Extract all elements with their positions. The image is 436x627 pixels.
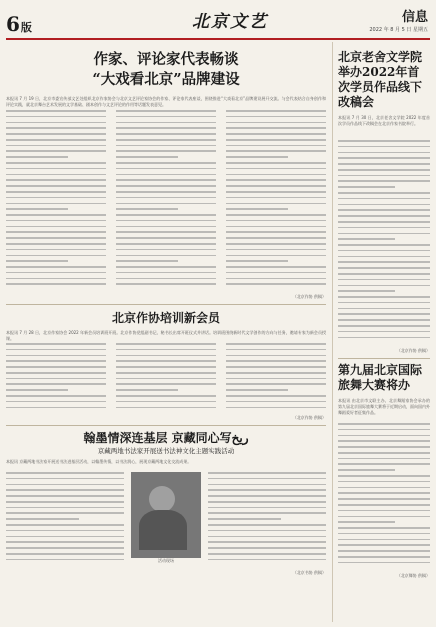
text-line [338,285,430,287]
text-line [6,501,124,503]
text-line [116,179,216,181]
text-line [6,139,106,141]
text-line [226,389,288,391]
text-line [6,255,106,257]
text-line [6,401,106,403]
text-line [338,423,430,425]
text-line [226,150,326,152]
text-line [208,501,326,503]
text-line [116,401,216,403]
text-line [6,272,106,274]
text-line [116,360,216,362]
side-article-credit: （北京作协 供稿） [396,348,430,353]
text-line [116,283,216,285]
text-line [6,530,124,532]
text-line [208,507,326,509]
text-line [226,407,326,409]
side-article-body [338,140,430,346]
body-column [226,110,326,292]
text-line [226,185,326,187]
text-line [116,208,178,210]
text-line [338,435,430,437]
article-calligraphy [6,430,326,576]
text-line [226,162,326,164]
text-line [338,533,430,535]
text-line [116,237,216,239]
page-number-suffix: 版 [20,21,32,34]
text-line [6,116,106,118]
text-line [6,489,124,491]
text-line [6,355,106,357]
text-line [338,308,430,310]
text-line [226,122,326,124]
text-line [338,521,395,523]
text-line [226,156,288,158]
text-line [6,343,106,345]
text-line [226,145,326,147]
text-line [338,481,430,483]
text-line [116,203,216,205]
text-line [338,463,430,465]
text-line [116,174,216,176]
text-line [116,255,216,257]
text-line [208,530,326,532]
article-lead: 本报讯 7 月 19 日，北京市委宣传部文艺处组织北京作家协会与北京文艺评论家协会的作家、评论家代表座谈，围绕推进“大戏看北京”品牌建设展开交流。与会代表结合自身创作和评论实践，就北京舞台艺术发展的文学基础、剧本创作与文艺评论的作用等话题发表意见。 [6,96,326,108]
text-line [338,273,430,275]
text-line [226,349,326,351]
text-line [6,378,106,380]
text-line [338,487,430,489]
text-line [116,231,216,233]
text-line [338,221,430,223]
text-line [208,553,326,555]
text-line [338,152,430,154]
text-line [116,249,216,251]
article-credit: （北京作协 供稿） [292,294,326,299]
text-line [6,162,106,164]
text-line [116,191,216,193]
text-line [208,512,326,514]
text-line [6,260,68,262]
text-line [226,133,326,135]
photo-caption: 活动现场 [158,558,174,563]
text-line [226,255,326,257]
text-line [6,389,68,391]
text-line [338,539,430,541]
text-line [116,372,216,374]
text-line [6,366,106,368]
text-line [6,197,106,199]
text-line [208,547,326,549]
text-line [226,355,326,357]
text-line [6,231,106,233]
text-line [338,544,430,546]
text-line [6,156,68,158]
body-column [6,343,106,413]
body-column [208,472,326,568]
text-line [116,395,216,397]
body-column [6,472,124,568]
text-line [338,440,430,442]
text-line [338,562,430,564]
article-title-line2: “大戏看北京”品牌建设 [92,71,240,88]
text-line [208,478,326,480]
article-title: 翰墨情深连基层 京藏同心写ريخ [83,431,249,445]
article-title: 北京作协培训新会员 [111,311,220,325]
text-line [338,215,430,217]
text-line [6,536,124,538]
text-line [116,127,216,129]
article-body-columns [6,343,326,413]
text-line [226,243,326,245]
text-line [116,150,216,152]
text-line [338,157,430,159]
text-line [338,146,430,148]
dateline: 2022 年 8 月 5 日 星期五 [369,27,428,33]
text-line [338,452,430,454]
divider [6,425,326,426]
text-line [116,133,216,135]
text-line [6,395,106,397]
text-line [6,150,106,152]
text-line [226,395,326,397]
text-line [6,220,106,222]
text-line [208,472,326,474]
body-column [116,343,216,413]
text-line [6,495,124,497]
article-writers-critics [6,50,326,300]
text-line [338,192,430,194]
text-line [6,179,106,181]
text-line [208,484,326,486]
text-line [208,536,326,538]
text-line [338,516,430,518]
side-article-credit: （北京舞协 供稿） [396,573,430,578]
text-line [338,492,430,494]
text-line [6,168,106,170]
text-line [6,541,124,543]
text-line [338,261,430,263]
text-line [116,278,216,280]
text-line [6,174,106,176]
text-line [6,512,124,514]
text-line [226,174,326,176]
text-line [338,186,395,188]
text-line [116,343,216,345]
text-line [6,133,106,135]
page-header [6,4,430,40]
text-line [6,191,106,193]
body-column [6,110,106,292]
text-line [226,139,326,141]
body-column [226,343,326,413]
side-article-title: 北京老舍文学院举办2022年首次学员作品线下改稿会 [338,50,423,109]
text-line [226,237,326,239]
text-line [6,478,124,480]
text-line [226,343,326,345]
text-line [338,175,430,177]
text-line [338,325,430,327]
text-line [6,266,106,268]
text-line [116,139,216,141]
divider [6,304,326,305]
text-line [116,116,216,118]
side-article-lead: 本报讯 由北京市文联主办、北京舞蹈家协会承办的第九届北京国际旅舞大赛将于近期启动，面向国内外舞蹈爱好者征集作品。 [338,398,430,416]
text-line [338,337,430,339]
text-line [116,355,216,357]
text-line [226,168,326,170]
text-line [226,214,326,216]
article-lead: 本报讯 7 月 28 日，北京作家协会 2022 年新会员培训班开班。北京作协党组副书记、秘书长出席开班仪式并讲话。培训班围绕新时代文学创作的方向与任务，邀请专家为新会员授课。 [6,330,326,342]
text-line [6,110,106,112]
text-line [226,372,326,374]
text-line [208,518,281,520]
text-line [226,383,326,385]
text-line [116,407,216,409]
text-line [6,203,106,205]
text-line [116,266,216,268]
text-line [116,156,178,158]
text-line [6,185,106,187]
text-line [226,203,326,205]
text-line [338,296,430,298]
text-line [338,169,430,171]
text-line [6,484,124,486]
text-line [338,458,430,460]
text-line [226,272,326,274]
page-number [6,12,32,36]
text-line [338,250,430,252]
text-line [116,197,216,199]
text-line [338,446,430,448]
text-line [338,550,430,552]
text-line [116,260,178,262]
text-line [338,556,430,558]
photo-block [131,472,201,568]
text-line [338,290,395,292]
article-title-line1: 作家、评论家代表畅谈 [93,51,239,68]
text-line [6,127,106,129]
text-line [6,214,106,216]
text-line [338,510,430,512]
text-line [226,366,326,368]
text-line [338,429,430,431]
text-line [338,180,430,182]
text-line [116,383,216,385]
text-line [338,313,430,315]
text-line [6,278,106,280]
text-line [226,226,326,228]
text-line [6,237,106,239]
text-line [208,541,326,543]
article-credit: （北京书协 供稿） [292,570,326,575]
text-line [116,378,216,380]
body-column [116,110,216,292]
text-line [226,260,288,262]
text-line [208,559,326,561]
page-number-value: 6 [6,12,20,36]
article-lead: 本报讯 京藏两地书法家开展送书法进基层活动，以翰墨传情，以书法润心，展现京藏两地文化交流成果。 [6,459,192,464]
text-line [116,185,216,187]
text-line [226,220,326,222]
text-line [226,179,326,181]
text-line [338,527,430,529]
text-line [226,127,326,129]
calligraphy-photo [131,472,201,558]
text-line [6,145,106,147]
text-line [338,198,430,200]
text-line [338,475,430,477]
text-line [338,140,430,142]
text-line [6,407,106,409]
text-line [208,495,326,497]
masthead: 北京文艺 [192,12,268,32]
main-column [6,42,326,622]
text-line [116,110,216,112]
text-line [226,360,326,362]
text-line [226,110,326,112]
article-dance-competition [338,363,430,579]
text-line [226,231,326,233]
text-line [338,267,430,269]
text-line [6,360,106,362]
text-line [116,168,216,170]
text-line [6,524,124,526]
side-article-lead: 本报讯 7 月 30 日，北京老舍文学院 2022 年度首次学员作品线下改稿会在北京作家书院举行。 [338,115,430,127]
text-line [338,209,430,211]
text-line [208,489,326,491]
text-line [116,226,216,228]
side-column [332,42,430,622]
text-line [6,559,124,561]
text-line [6,383,106,385]
text-line [226,401,326,403]
text-line [338,233,430,235]
text-line [6,547,124,549]
text-line [116,389,178,391]
text-line [116,272,216,274]
text-line [6,226,106,228]
text-line [338,504,430,506]
text-line [6,553,124,555]
text-line [6,122,106,124]
article-subtitle: 京藏两地书法家开展送书法神文化主题实践活动 [97,447,235,455]
text-line [338,279,430,281]
text-line [116,220,216,222]
text-line [6,349,106,351]
text-line [116,145,216,147]
text-line [116,214,216,216]
text-line [6,372,106,374]
text-line [226,378,326,380]
text-line [6,208,68,210]
text-line [226,191,326,193]
divider [338,358,430,359]
text-line [116,366,216,368]
text-line [338,227,430,229]
text-line [338,331,430,333]
article-laoshe-workshop [338,50,430,354]
text-line [226,278,326,280]
text-line [6,507,124,509]
text-line [226,249,326,251]
text-line [116,122,216,124]
text-line [226,208,288,210]
text-line [6,243,106,245]
text-line [226,283,326,285]
text-line [6,283,106,285]
text-line [338,163,430,165]
article-new-members [6,309,326,421]
text-line [338,498,430,500]
text-line [338,469,395,471]
text-line [338,256,430,258]
section-title: 信息 [401,10,428,25]
text-line [116,349,216,351]
article-body-columns [6,110,326,292]
text-line [116,162,216,164]
side-article-title: 第九届北京国际旅舞大赛将办 [338,363,423,392]
text-line [338,204,430,206]
text-line [226,266,326,268]
side-article-body [338,423,430,571]
text-line [338,244,430,246]
text-line [116,243,216,245]
text-line [226,116,326,118]
text-line [338,319,430,321]
text-line [338,238,395,240]
text-line [6,472,124,474]
article-body-with-photo [6,472,326,568]
text-line [208,524,326,526]
text-line [338,302,430,304]
text-line [226,197,326,199]
article-credit: （北京作协 供稿） [292,415,326,420]
text-line [6,249,106,251]
text-line [6,518,79,520]
